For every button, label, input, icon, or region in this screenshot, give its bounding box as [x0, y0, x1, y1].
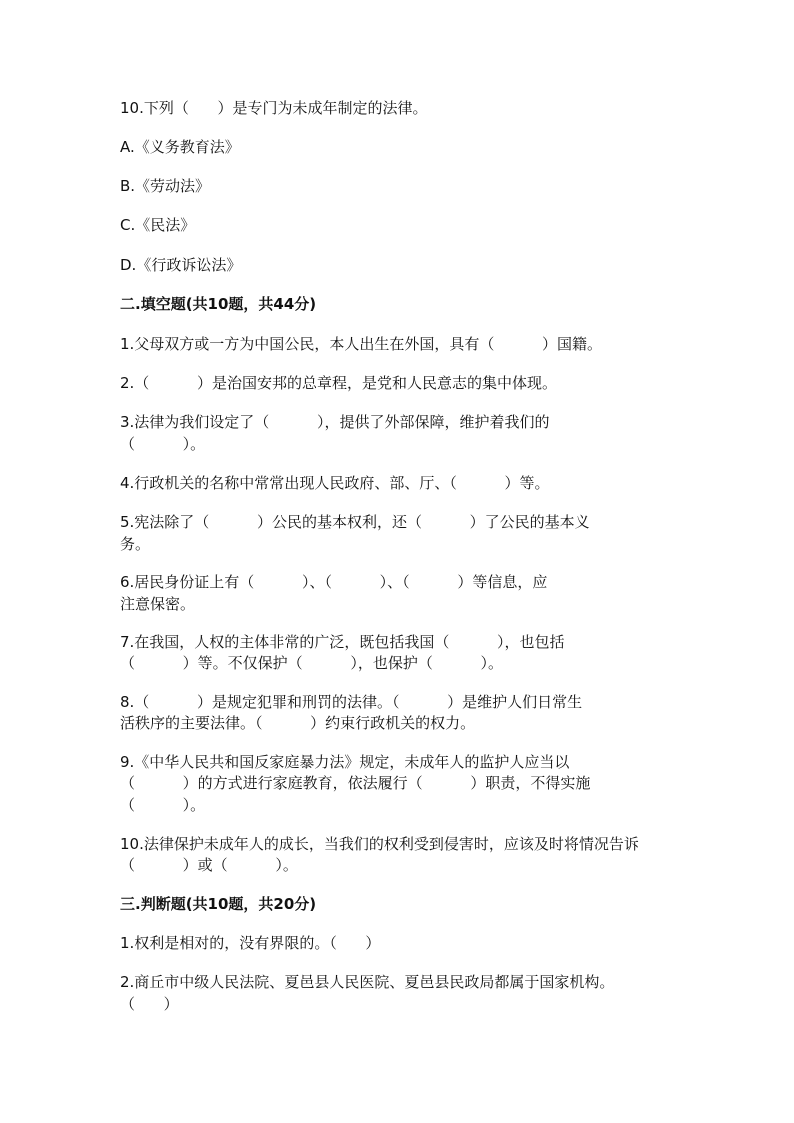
fill-question-6-line-2: 注意保密。 [120, 595, 196, 613]
fill-question-8-line-2: 活秩序的主要法律。（ ）约束行政机关的权力。 [120, 714, 476, 732]
section-judgment-heading: 三.判断题(共10题，共20分) [120, 895, 317, 913]
fill-question-10-line-2: （ ）或（ ）。 [120, 856, 298, 874]
fill-question-2: 2.（ ）是治国安邦的总章程，是党和人民意志的集中体现。 [120, 374, 557, 392]
fill-question-8-line-1: 8.（ ）是规定犯罪和刑罚的法律。（ ）是维护人们日常生 [120, 693, 583, 711]
fill-question-7-line-2: （ ）等。不仅保护（ ），也保护（ ）。 [120, 654, 504, 672]
judgment-question-1: 1.权利是相对的，没有界限的。（ ） [120, 934, 381, 952]
fill-question-10-line-1: 10.法律保护未成年人的成长，当我们的权利受到侵害时，应该及时将情况告诉 [120, 835, 639, 853]
fill-question-6-line-1: 6.居民身份证上有（ ）、（ ）、（ ）等信息，应 [120, 573, 548, 591]
fill-question-4: 4.行政机关的名称中常常出现人民政府、部、厅、（ ）等。 [120, 474, 550, 492]
question-10: 10.下列（ ）是专门为未成年制定的法律。 [120, 99, 428, 117]
fill-question-9-line-3: （ ）。 [120, 796, 206, 814]
option-d: D.《行政诉讼法》 [120, 256, 242, 274]
fill-question-7-line-1: 7.在我国，人权的主体非常的广泛，既包括我国（ ），也包括 [120, 633, 565, 651]
fill-question-9-line-2: （ ）的方式进行家庭教育，依法履行（ ）职责，不得实施 [120, 774, 591, 792]
fill-question-5-line-2: 务。 [120, 535, 151, 553]
option-b: B.《劳动法》 [120, 177, 211, 195]
fill-question-3-line-1: 3.法律为我们设定了（ ），提供了外部保障，维护着我们的 [120, 413, 550, 431]
option-c: C.《民法》 [120, 216, 196, 234]
fill-question-3-line-2: （ ）。 [120, 435, 206, 453]
section-fill-blank-heading: 二.填空题(共10题，共44分) [120, 295, 317, 313]
fill-question-9-line-1: 9.《中华人民共和国反家庭暴力法》规定，未成年人的监护人应当以 [120, 753, 570, 771]
fill-question-1: 1.父母双方或一方为中国公民，本人出生在外国，具有（ ）国籍。 [120, 335, 602, 353]
fill-question-5-line-1: 5.宪法除了（ ）公民的基本权利，还（ ）了公民的基本义 [120, 513, 590, 531]
option-a: A.《义务教育法》 [120, 138, 240, 156]
judgment-question-2-line-2: （ ） [120, 995, 179, 1013]
judgment-question-2-line-1: 2.商丘市中级人民法院、夏邑县人民医院、夏邑县民政局都属于国家机构。 [120, 973, 615, 991]
